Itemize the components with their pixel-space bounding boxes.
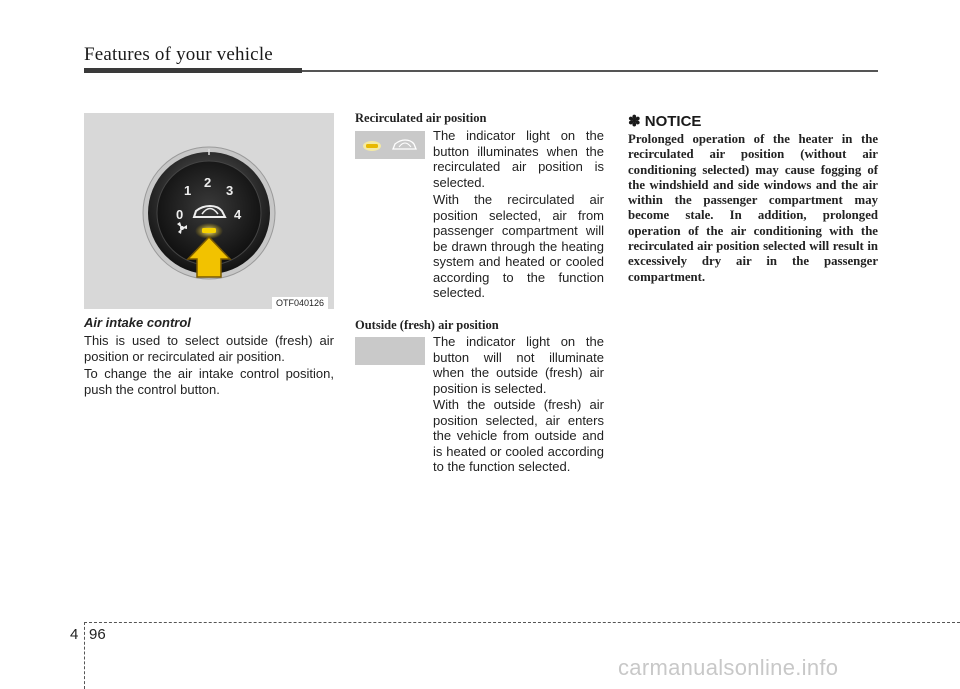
dial-number-1: 1	[184, 183, 192, 198]
intro-paragraph: This is used to select outside (fresh) air position or recirculated air position.	[84, 333, 334, 364]
dial-number-2: 2	[204, 175, 212, 190]
recirculated-paragraph-2: With the recirculated air position selected, air from passenger compartment will be drawn through the heating system and heated or cooled according to the function selected.	[433, 192, 604, 300]
recirculated-button-illustration	[355, 131, 425, 159]
indicator-light	[202, 228, 216, 233]
chapter-number: 4	[70, 626, 79, 643]
outside-air-paragraph-1: The indicator light on the button will not illuminate when the outside (fresh) air position is selected.	[433, 334, 604, 396]
recirculated-button-icon	[355, 131, 425, 159]
notice-body: Prolonged operation of the heater in the recirculated air position (without air conditioning selected) may cause fogging of the windshield and side windows and the air within the passenger compartment may become stale. In addition, prolonged operation of the air conditioning with the recirculated air position selected will result in excessively dry air in the passenger compartment.	[628, 132, 878, 284]
watermark: carmanualsonline.info	[618, 655, 839, 680]
section-heading: Air intake control	[84, 315, 191, 330]
dial-number-0: 0	[176, 207, 184, 222]
dial-number-3: 3	[226, 183, 234, 198]
header-rule-dark	[84, 68, 302, 73]
page-header-title: Features of your vehicle	[84, 44, 273, 65]
instruction-paragraph: To change the air intake control position, push the control button.	[84, 366, 334, 397]
recirculated-heading: Recirculated air position	[355, 111, 487, 125]
air-intake-dial-figure	[84, 113, 334, 309]
dial-number-4: 4	[234, 207, 242, 222]
page-number: 96	[89, 626, 106, 643]
outside-air-heading: Outside (fresh) air position	[355, 318, 499, 332]
header-rule-light	[302, 70, 878, 72]
footer-divider	[84, 622, 85, 689]
notice-title: ✽ NOTICE	[628, 113, 702, 130]
outside-air-button-illustration	[355, 337, 425, 365]
outside-air-paragraph-2: With the outside (fresh) air position selected, air enters the vehicle from outside and is heated or cooled according to the function selected.	[433, 397, 604, 474]
footer-rule	[84, 622, 960, 623]
dial-illustration	[84, 113, 334, 309]
recirculated-paragraph-1: The indicator light on the button illuminates when the recirculated air position is selected.	[433, 128, 604, 190]
figure-label: OTF040126	[272, 297, 328, 309]
